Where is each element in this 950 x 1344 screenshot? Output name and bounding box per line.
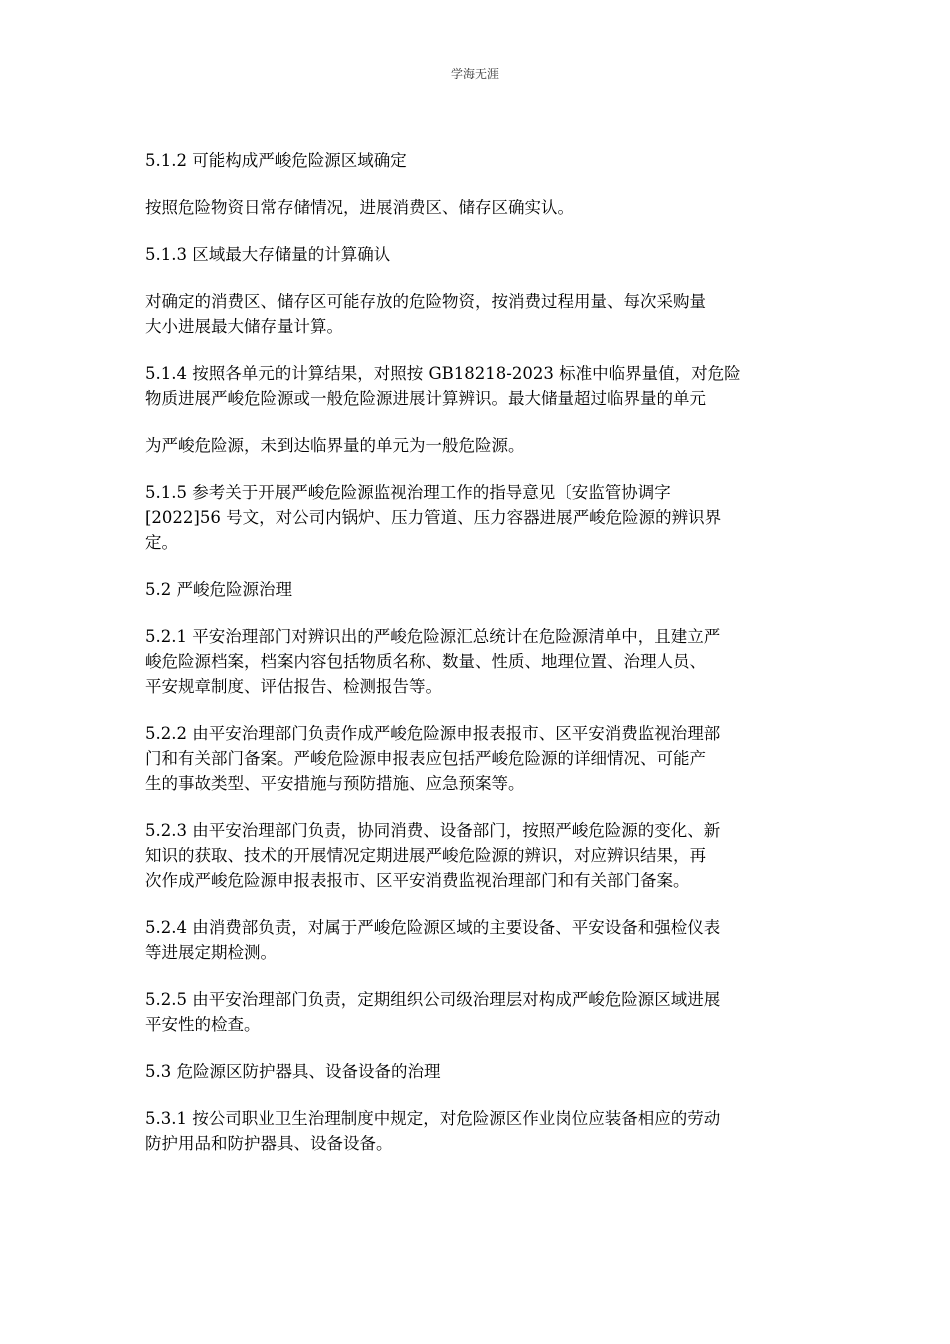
paragraph-line: 5.1.4 按照各单元的计算结果，对照按 GB18218-2023 标准中临界量值，对危险 — [145, 364, 741, 383]
paragraph — [145, 577, 810, 602]
paragraph-line: 5.1.5 参考关于开展严峻危险源监视治理工作的指导意见〔安监管协调字 — [145, 483, 671, 502]
paragraph-line: 知识的获取、技术的开展情况定期进展严峻危险源的辨识，对应辨识结果，再 — [145, 846, 706, 865]
paragraph — [145, 148, 810, 173]
paragraph — [145, 480, 810, 555]
paragraph-line: 5.3.1 按公司职业卫生治理制度中规定，对危险源区作业岗位应装备相应的劳动 — [145, 1109, 721, 1128]
paragraph — [145, 289, 810, 339]
paragraph — [145, 818, 810, 893]
paragraph-line: 5.1.3 区域最大存储量的计算确认 — [145, 245, 391, 264]
paragraph-line: 次作成严峻危险源申报表报市、区平安消费监视治理部门和有关部门备案。 — [145, 871, 690, 890]
paragraph — [145, 361, 810, 411]
paragraph-line: 门和有关部门备案。严峻危险源申报表应包括严峻危险源的详细情况、可能产 — [145, 749, 706, 768]
paragraph-line: 防护用品和防护器具、设备设备。 — [145, 1134, 393, 1153]
paragraph-line: 按照危险物资日常存储情况，进展消费区、储存区确实认。 — [145, 198, 574, 217]
paragraph-line: 峻危险源档案，档案内容包括物质名称、数量、性质、地理位置、治理人员、 — [145, 652, 706, 671]
paragraph-line: 5.2.5 由平安治理部门负责，定期组织公司级治理层对构成严峻危险源区域进展 — [145, 990, 721, 1009]
paragraph-line: 等进展定期检测。 — [145, 943, 277, 962]
page-header: 学海无涯 — [450, 67, 499, 81]
paragraph-line: 对确定的消费区、储存区可能存放的危险物资，按消费过程用量、每次采购量 — [145, 292, 706, 311]
document-body — [145, 148, 810, 1178]
paragraph-line: 定。 — [145, 533, 178, 552]
paragraph — [145, 433, 810, 458]
paragraph-line: 5.2.2 由平安治理部门负责作成严峻危险源申报表报市、区平安消费监视治理部 — [145, 724, 721, 743]
paragraph-line: 大小进展最大储存量计算。 — [145, 317, 343, 336]
paragraph-line: 5.1.2 可能构成严峻危险源区域确定 — [145, 151, 407, 170]
paragraph — [145, 1059, 810, 1084]
paragraph-line: 5.2.1 平安治理部门对辨识出的严峻危险源汇总统计在危险源清单中，且建立严 — [145, 627, 721, 646]
paragraph-line: 5.2.3 由平安治理部门负责，协同消费、设备部门，按照严峻危险源的变化、新 — [145, 821, 721, 840]
paragraph-line: 生的事故类型、平安措施与预防措施、应急预案等。 — [145, 774, 525, 793]
paragraph — [145, 915, 810, 965]
paragraph — [145, 242, 810, 267]
paragraph-line: 平安规章制度、评估报告、检测报告等。 — [145, 677, 442, 696]
paragraph — [145, 1106, 810, 1156]
paragraph-line: 为严峻危险源，未到达临界量的单元为一般危险源。 — [145, 436, 525, 455]
paragraph — [145, 987, 810, 1037]
paragraph-line: 物质进展严峻危险源或一般危险源进展计算辨识。最大储量超过临界量的单元 — [145, 389, 706, 408]
paragraph — [145, 195, 810, 220]
paragraph-line: 5.3 危险源区防护器具、设备设备的治理 — [145, 1062, 441, 1081]
paragraph-line: [2022]56 号文，对公司内锅炉、压力管道、压力容器进展严峻危险源的辨识界 — [145, 508, 722, 527]
paragraph — [145, 624, 810, 699]
paragraph-line: 5.2.4 由消费部负责，对属于严峻危险源区域的主要设备、平安设备和强检仪表 — [145, 918, 721, 937]
paragraph — [145, 721, 810, 796]
paragraph-line: 平安性的检查。 — [145, 1015, 261, 1034]
paragraph-line: 5.2 严峻危险源治理 — [145, 580, 292, 599]
